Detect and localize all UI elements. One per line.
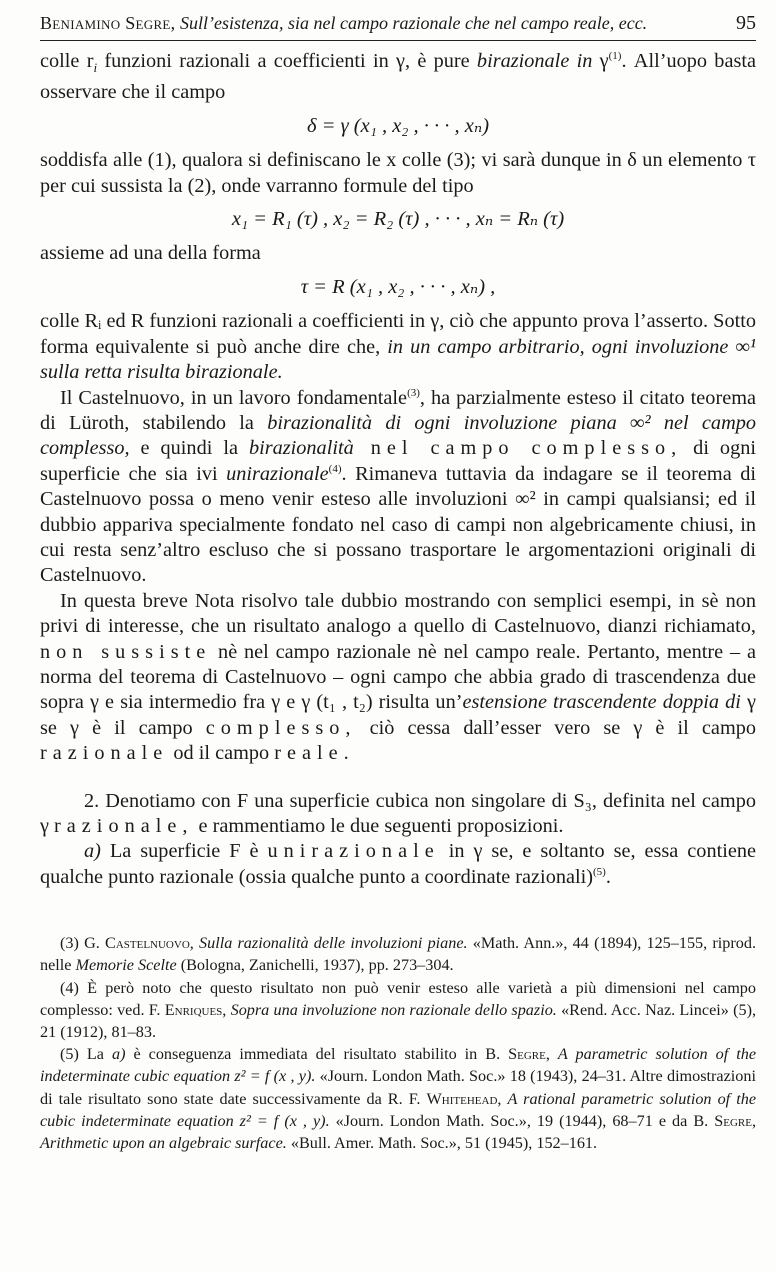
equation-1: δ = γ (x₁ , x₂ , · · · , xₙ) bbox=[306, 114, 490, 137]
text-span: Il Castelnuovo, in un lavoro fondamentale bbox=[60, 386, 408, 409]
emphasis: in un campo arbitrario, ogni involuzione ∞¹ sulla retta risulta birazionale. bbox=[40, 335, 756, 384]
work-title: A rational parametric solution of the cubic indeterminate equation z² = f (x , y). bbox=[40, 1089, 757, 1130]
author-name: Castelnuovo bbox=[105, 934, 190, 953]
text-span: funzioni razionali a coefficienti in γ, è pure bbox=[97, 50, 477, 72]
footnote-ref-4[interactable]: (4) bbox=[328, 462, 342, 475]
text-span: , bbox=[751, 1111, 756, 1130]
footnote-ref-3[interactable]: (3) bbox=[407, 386, 420, 399]
emphasis: a) bbox=[84, 840, 101, 863]
text-span: , bbox=[497, 1089, 508, 1108]
paragraph-6 bbox=[40, 589, 756, 767]
spaced-text: complesso, bbox=[205, 716, 357, 739]
text-span: e rammentiamo le due seguenti proposizioni. bbox=[193, 815, 564, 838]
footnote-ref-1[interactable]: (1) bbox=[608, 50, 622, 63]
equation-2: x₁ = R₁ (τ) , x₂ = R₂ (τ) , · · · , xₙ = Rₙ (τ) bbox=[231, 208, 565, 231]
work-title: Sulla razionalità delle involuzioni piane. bbox=[199, 934, 468, 953]
text-span: nè nel campo razionale nè nel campo reale. Pertanto, mentre – a norma del teorema di Castelnuovo – ogni campo che abbia grado di trascendenza due sopra γ e sia intermedio fra γ e γ (t₁ , t₂) risulta un’ bbox=[40, 640, 756, 714]
work-title: Arithmetic upon an algebraic surface. bbox=[40, 1134, 287, 1153]
text-span: , bbox=[545, 1045, 558, 1064]
text-span: , bbox=[222, 1000, 231, 1019]
text-span: (4) È però noto che questo risultato non può venir esteso alle varietà a più dimensioni nel campo complesso: ved. F. bbox=[40, 978, 756, 1019]
text-span: «Math. Ann.», 44 (1894), 125–155, riprod. nelle bbox=[40, 934, 756, 975]
text-span: «Bull. Amer. Math. Soc.», 51 (1945), 152–161. bbox=[286, 1134, 598, 1153]
author-name: Segre bbox=[508, 1045, 546, 1064]
author-name: Segre bbox=[714, 1111, 752, 1130]
text-span: , bbox=[189, 934, 200, 953]
text-span: (5) La bbox=[60, 1045, 112, 1064]
text-span: In questa breve Nota risolvo tale dubbio mostrando con semplici esempi, in sè non privi di interesse, che un risultato analogo a quello di Castelnuovo, dianzi richiamato, bbox=[40, 589, 756, 638]
paragraph-3: assieme ad una della forma bbox=[40, 242, 261, 265]
work-title: Sopra una involuzione non razionale dello spazio. bbox=[230, 1000, 557, 1019]
text-span: ciò cessa dall’esser vero se γ è il campo bbox=[356, 716, 756, 739]
text-span: di ogni superficie che sia ivi bbox=[40, 437, 756, 485]
paragraph-5 bbox=[40, 386, 756, 589]
spaced-text: razionale bbox=[40, 742, 169, 765]
paragraph-2: soddisfa alle (1), qualora si definiscano le x colle (3); vi sarà dunque in δ un elemento τ per cui sussista la (2), onde varranno formule del tipo bbox=[40, 149, 756, 197]
author-name: Enriques bbox=[164, 1000, 223, 1019]
paragraph-8 bbox=[40, 839, 756, 890]
text-span: . All’uopo basta osservare che il campo bbox=[40, 50, 756, 104]
text-span: (3) G. bbox=[60, 934, 106, 953]
text-span: in γ se, e soltanto se, essa contiene qualche punto razionale (ossia qualche punto a coordinate razionali) bbox=[40, 840, 756, 888]
footnote-ref-5[interactable]: (5) bbox=[593, 866, 606, 879]
text-span: «Rend. Acc. Naz. Lincei» (5), 21 (1912), 81–83. bbox=[40, 1000, 757, 1042]
spaced-text: razionale, bbox=[54, 815, 194, 838]
header-text bbox=[40, 13, 647, 34]
paragraph-7 bbox=[40, 789, 756, 840]
text-span: γ se γ è il campo bbox=[40, 691, 756, 739]
text-span: colle Rᵢ ed R funzioni razionali a coefficienti in γ, ciò che appunto prova l’asserto. Sotto forma equivalente si può anche dire che, bbox=[40, 310, 756, 358]
subscript: i bbox=[93, 60, 98, 76]
work-title: Memorie Scelte bbox=[75, 956, 177, 975]
text-span: «Journ. London Math. Soc.», 19 (1944), 68–71 e da B. bbox=[329, 1111, 715, 1130]
emphasis: birazionale in bbox=[476, 50, 593, 72]
text-span: è conseguenza immediata del risultato stabilito in B. bbox=[125, 1045, 509, 1064]
paragraph-1 bbox=[40, 49, 756, 106]
text-span: La superficie F è bbox=[100, 840, 268, 863]
running-header bbox=[40, 8, 756, 41]
spaced-text: reale. bbox=[274, 742, 355, 765]
text-span: . bbox=[605, 865, 611, 888]
text-span: , ha parzialmente esteso il citato teorema di Lüroth, stabilendo la bbox=[40, 386, 756, 434]
emphasis: estensione trascendente doppia di bbox=[462, 691, 741, 714]
footnote-4 bbox=[40, 977, 756, 1044]
equation-3: τ = R (x₁ , x₂ , · · · , xₙ) , bbox=[300, 275, 496, 298]
emphasis: birazionalità di ogni involuzione piana ∞² nel campo complesso, bbox=[40, 411, 756, 460]
emphasis: unirazionale bbox=[226, 462, 329, 485]
text-span: «Journ. London Math. Soc.» 18 (1943), 24–31. Altre dimostrazioni di tale risultato sono state date successivamente da R. F. bbox=[40, 1067, 756, 1108]
header-author: Beniamino Segre, bbox=[40, 13, 176, 33]
footnote-5 bbox=[40, 1043, 756, 1154]
text-span: . Rimaneva tuttavia da indagare se il teorema di Castelnuovo possa o meno venir esteso alle involuzioni ∞² in campi qualsiansi; ed il dubbio appariva specialmente fondato nel caso di campi non algebricamente chiusi, in cui resta senz’altro escluso che si possano trasportare le argomentazioni originali di Castelnuovo. bbox=[40, 462, 756, 587]
page-number: 95 bbox=[736, 12, 756, 34]
author-name: Whitehead bbox=[426, 1089, 498, 1108]
spaced-text: non sussiste bbox=[40, 640, 212, 663]
spaced-text: unirazionale bbox=[267, 840, 440, 863]
section-gap bbox=[40, 767, 756, 789]
text-span: (Bologna, Zanichelli, 1937), pp. 273–304. bbox=[176, 956, 454, 975]
work-title: A parametric solution of the indeterminate cubic equation z² = f (x , y). bbox=[40, 1045, 757, 1086]
paragraph-4 bbox=[40, 309, 756, 385]
footnotes bbox=[40, 932, 756, 1154]
main-text bbox=[40, 49, 756, 890]
emphasis: a) bbox=[111, 1045, 126, 1064]
spaced-text: nel campo complesso, bbox=[353, 437, 683, 460]
text-span: colle r bbox=[40, 50, 94, 72]
footnote-3 bbox=[40, 932, 756, 976]
header-title: Sull’esistenza, sia nel campo razionale che nel campo reale, ecc. bbox=[179, 13, 648, 33]
text-span: e quindi la bbox=[129, 437, 249, 460]
text-span: 2. Denotiamo con F una superficie cubica non singolare di S₃, definita nel campo γ bbox=[40, 789, 756, 838]
text-span: γ bbox=[592, 50, 609, 72]
emphasis: birazionalità bbox=[248, 437, 354, 460]
text-span: od il campo bbox=[168, 742, 275, 765]
